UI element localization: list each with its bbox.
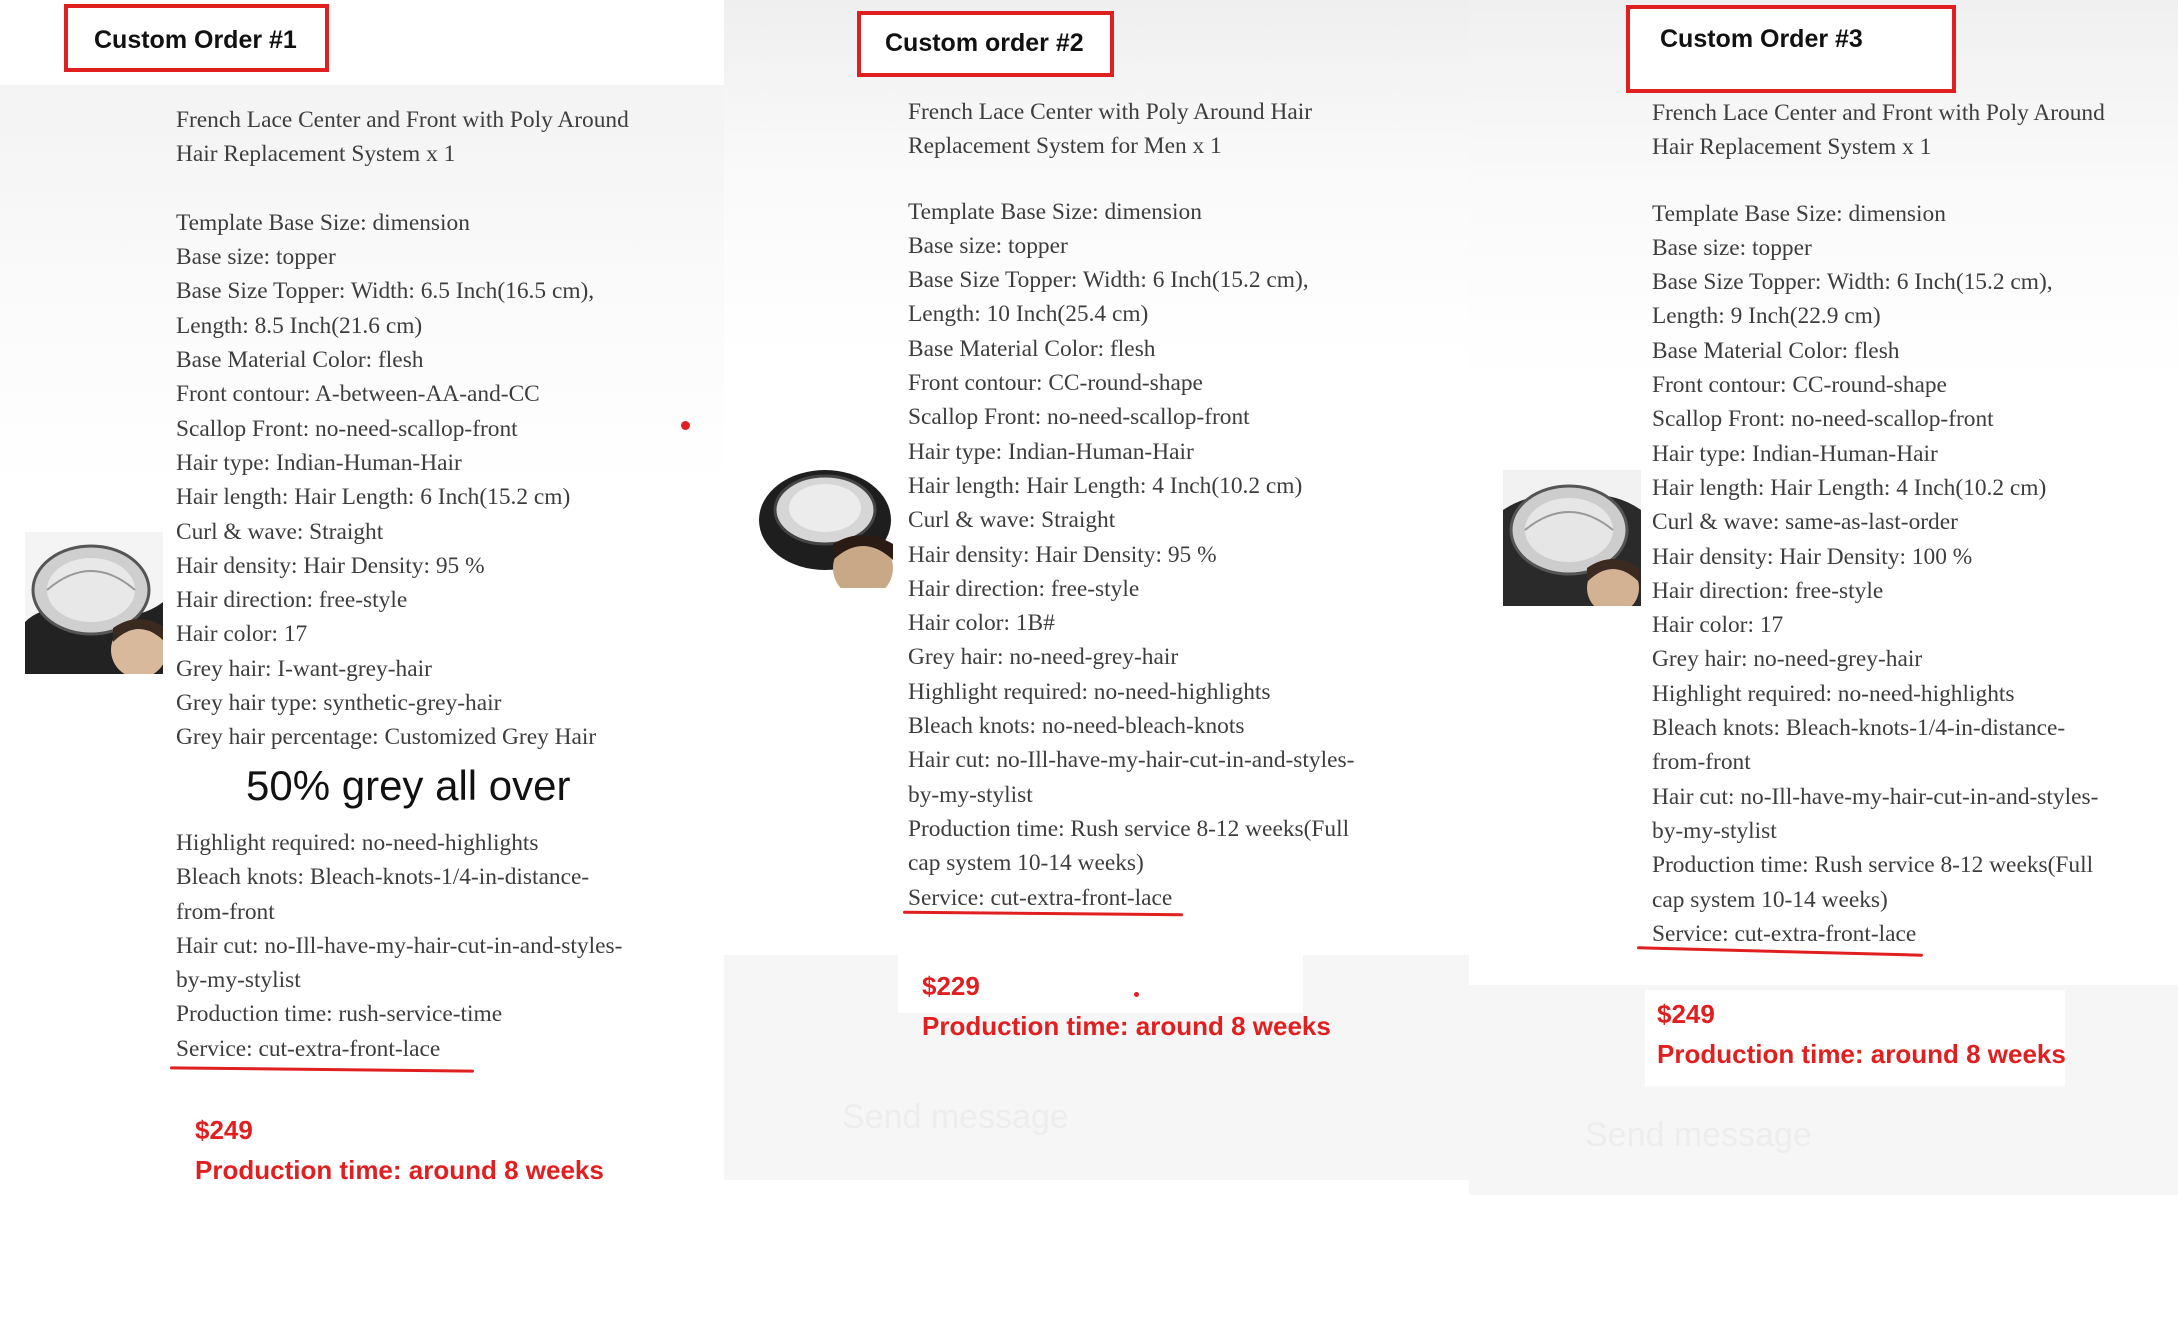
order-1-line: by-my-stylist [176, 967, 301, 994]
order-2-line: Replacement System for Men x 1 [908, 133, 1222, 160]
order-3-price: $249 [1657, 999, 1715, 1029]
order-3-line: Template Base Size: dimension [1652, 200, 1946, 227]
order-2-line: Hair direction: free-style [908, 575, 1140, 602]
red-dot-marker [1134, 992, 1139, 997]
order-1-line: Hair color: 17 [176, 621, 308, 648]
order-2-line: Scallop Front: no-need-scallop-front [908, 404, 1250, 431]
order-1-line: Base size: topper [176, 244, 336, 271]
order-2-product-thumbnail [759, 460, 896, 588]
order-1-details [176, 103, 629, 755]
order-2-line: Hair type: Indian-Human-Hair [908, 438, 1194, 465]
order-2-line: Base size: topper [908, 232, 1068, 259]
order-2-details [908, 95, 1354, 915]
order-1-product-thumbnail [25, 532, 163, 674]
order-2-line: Hair density: Hair Density: 95 % [908, 541, 1217, 568]
order-3-line: Hair density: Hair Density: 100 % [1652, 543, 1973, 570]
order-1-line: Base Size Topper: Width: 6.5 Inch(16.5 cm), [176, 278, 595, 305]
order-3-line [1652, 165, 2105, 197]
order-3-line: Hair Replacement System x 1 [1652, 134, 1932, 161]
order-1-price: $249 [195, 1115, 253, 1145]
order-3-line: Hair type: Indian-Human-Hair [1652, 440, 1938, 467]
order-2-line: by-my-stylist [908, 781, 1033, 808]
order-3-line: Base Material Color: flesh [1652, 337, 1900, 364]
order-2-line: Length: 10 Inch(25.4 cm) [908, 301, 1149, 328]
order-2-line [908, 164, 1354, 195]
order-2-line: Highlight required: no-need-highlights [908, 678, 1271, 705]
order-3-line: Hair cut: no-Ill-have-my-hair-cut-in-and-styles- [1652, 783, 2099, 810]
order-1-line: Service: cut-extra-front-lace [176, 1035, 441, 1062]
order-3-line: French Lace Center and Front with Poly Around [1652, 100, 2105, 126]
order-3-details [1652, 96, 2105, 951]
order-2-line: Grey hair: no-need-grey-hair [908, 644, 1179, 671]
order-3-production-time: Production time: around 8 weeks [1657, 1039, 2066, 1069]
order-1-line: Highlight required: no-need-highlights [176, 830, 539, 856]
order-2-line: Base Size Topper: Width: 6 Inch(15.2 cm), [908, 267, 1309, 294]
order-3-line: Hair direction: free-style [1652, 577, 1884, 604]
order-2-line: cap system 10-14 weeks) [908, 850, 1144, 877]
order-3-line: Service: cut-extra-front-lace [1652, 920, 1917, 947]
order-3-send-message: Send message [1585, 1116, 1812, 1154]
order-1-line: Grey hair percentage: Customized Grey Hair [176, 724, 597, 751]
order-3-line: Hair length: Hair Length: 4 Inch(10.2 cm) [1652, 474, 2047, 501]
order-3-line: Front contour: CC-round-shape [1652, 372, 1947, 399]
order-1-line: Production time: rush-service-time [176, 1001, 503, 1028]
order-3-title: Custom Order #3 [1626, 5, 1956, 93]
order-2-line: French Lace Center with Poly Around Hair [908, 99, 1313, 125]
order-1-line: Front contour: A-between-AA-and-CC [176, 381, 540, 408]
order-2-line: Hair cut: no-Ill-have-my-hair-cut-in-and-styles- [908, 747, 1355, 774]
order-1-line: Base Material Color: flesh [176, 347, 424, 374]
order-1-line [176, 172, 629, 206]
order-1-line: Curl & wave: Straight [176, 518, 384, 545]
order-3-line: cap system 10-14 weeks) [1652, 886, 1888, 913]
order-3-line: Scallop Front: no-need-scallop-front [1652, 406, 1994, 433]
order-2-line: Base Material Color: flesh [908, 335, 1156, 362]
order-2-line: Hair length: Hair Length: 4 Inch(10.2 cm) [908, 472, 1303, 499]
order-2-line: Front contour: CC-round-shape [908, 370, 1203, 397]
red-dot-marker [681, 421, 690, 430]
order-3-product-thumbnail [1503, 470, 1641, 606]
order-1-line: Template Base Size: dimension [176, 209, 470, 236]
order-1-line: Hair length: Hair Length: 6 Inch(15.2 cm) [176, 484, 571, 511]
order-1-line: Hair direction: free-style [176, 587, 408, 614]
order-3-line: Length: 9 Inch(22.9 cm) [1652, 303, 1881, 330]
order-3-line: Bleach knots: Bleach-knots-1/4-in-distance- [1652, 715, 2066, 742]
order-2-line: Template Base Size: dimension [908, 198, 1202, 225]
order-3-line: Curl & wave: same-as-last-order [1652, 509, 1958, 536]
order-1-line: Hair density: Hair Density: 95 % [176, 552, 485, 579]
order-2-send-message: Send message [842, 1098, 1069, 1136]
order-2-line: Service: cut-extra-front-lace [908, 884, 1173, 911]
order-2-price: $229 [922, 971, 980, 1001]
order-1-line: Length: 8.5 Inch(21.6 cm) [176, 312, 423, 339]
order-3-line: Base Size Topper: Width: 6 Inch(15.2 cm), [1652, 269, 2053, 296]
order-2-production-time: Production time: around 8 weeks [922, 1011, 1331, 1041]
order-1-line: Grey hair: I-want-grey-hair [176, 655, 432, 682]
order-2-line: Hair color: 1B# [908, 610, 1055, 637]
order-1-line: Bleach knots: Bleach-knots-1/4-in-distance- [176, 864, 590, 891]
order-1-production-time: Production time: around 8 weeks [195, 1155, 604, 1185]
order-2-title: Custom order #2 [857, 11, 1114, 77]
order-2-line: Curl & wave: Straight [908, 507, 1116, 534]
order-1-line: Hair type: Indian-Human-Hair [176, 449, 462, 476]
order-3-line: Hair color: 17 [1652, 612, 1784, 639]
order-1-line: from-front [176, 898, 275, 925]
order-1-details-continued [176, 826, 622, 1066]
order-3-line: Grey hair: no-need-grey-hair [1652, 646, 1923, 673]
order-3-line: Production time: Rush service 8-12 weeks(Full [1652, 852, 2094, 879]
order-1-line: Scallop Front: no-need-scallop-front [176, 415, 518, 442]
order-3-line: Highlight required: no-need-highlights [1652, 680, 2015, 707]
order-1-line: French Lace Center and Front with Poly Around [176, 107, 629, 133]
order-2-line: Bleach knots: no-need-bleach-knots [908, 713, 1245, 740]
order-1-line: Hair cut: no-Ill-have-my-hair-cut-in-and-styles- [176, 932, 623, 959]
order-3-line: by-my-stylist [1652, 817, 1777, 844]
order-1-line: Grey hair type: synthetic-grey-hair [176, 690, 502, 717]
order-3-line: from-front [1652, 749, 1751, 776]
order-1-title: Custom Order #1 [64, 4, 329, 72]
order-3-line: Base size: topper [1652, 234, 1812, 261]
order-2-line: Production time: Rush service 8-12 weeks(Full [908, 815, 1350, 842]
order-1-grey-note: 50% grey all over [246, 762, 571, 809]
order-1-line: Hair Replacement System x 1 [176, 141, 456, 168]
